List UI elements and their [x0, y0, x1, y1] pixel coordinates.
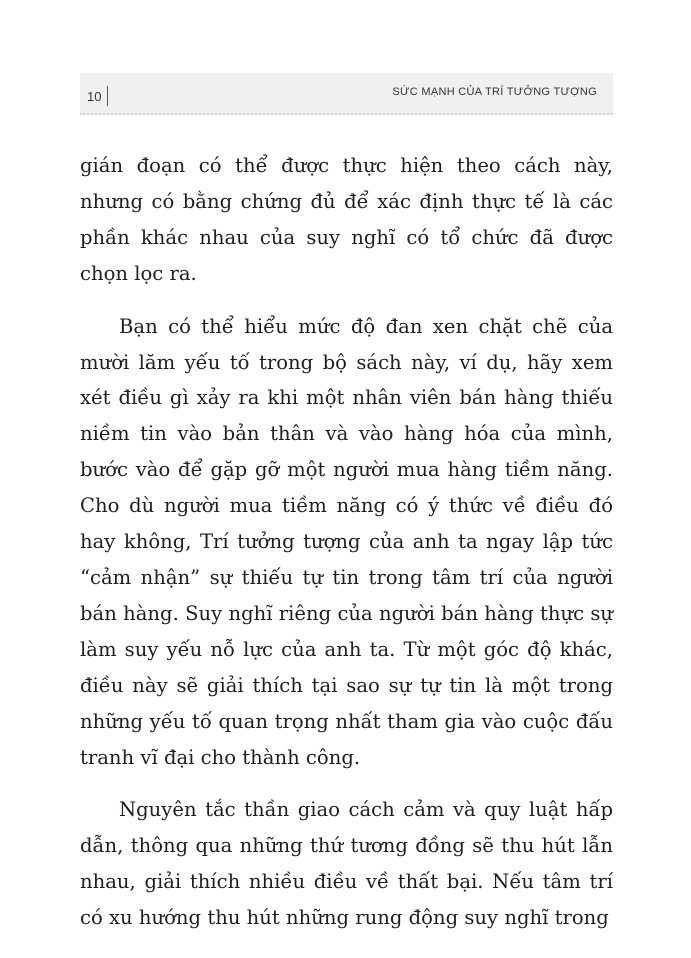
body-text	[80, 148, 613, 953]
running-title: SỨC MẠNH CỦA TRÍ TƯỞNG TƯỢNG	[392, 86, 597, 98]
paragraph-telepathy-principle: Nguyên tắc thần giao cách cảm và quy luật hấp dẫn, thông qua những thứ tương đồng sẽ thu hút lẫn nhau, giải thích nhiều điều về thất bại. Nếu tâm trí có xu hướng thu hút những rung động suy nghĩ trong	[80, 798, 613, 930]
paragraph-salesman-example: Bạn có thể hiểu mức độ đan xen chặt chẽ của mười lăm yếu tố trong bộ sách này, ví dụ, hãy xem xét điều gì xảy ra khi một nhân viên bán hàng thiếu niềm tin vào bản thân và vào hàng hóa của mình, bước vào để gặp gỡ một người mua hàng tiềm năng. Cho dù người mua tiềm năng có ý thức về điều đó hay không, Trí tưởng tượng của anh ta ngay lập tức “cảm nhận” sự thiếu tự tin trong tâm trí của người bán hàng. Suy nghĩ riêng của người bán hàng thực sự làm suy yếu nỗ lực của anh ta. Từ một góc độ khác, điều này sẽ giải thích tại sao sự tự tin là một trong những yếu tố quan trọng nhất tham gia vào cuộc đấu tranh vĩ đại cho thành công.	[80, 314, 613, 769]
page-number: 10	[87, 89, 102, 104]
running-header	[80, 73, 613, 115]
header-divider	[107, 86, 108, 106]
paragraph-continuation: gián đoạn có thể được thực hiện theo cách này, nhưng có bằng chứng đủ để xác định thực tế là các phần khác nhau của suy nghĩ có tổ chức đã được chọn lọc ra.	[80, 154, 613, 285]
